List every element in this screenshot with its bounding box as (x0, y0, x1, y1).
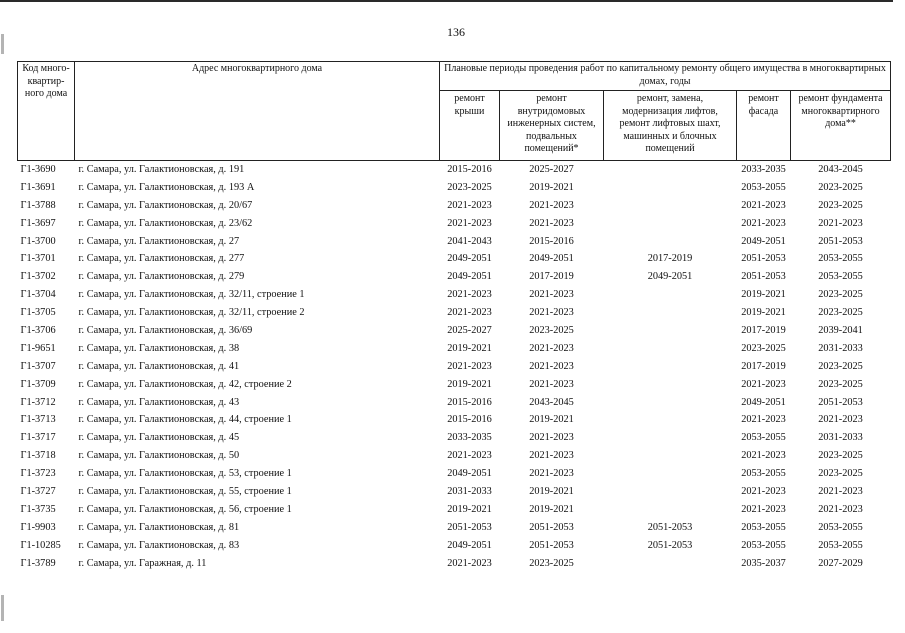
cell-house-code: Г1-9903 (20, 521, 56, 533)
cell-facade-period: 2053-2055 (741, 181, 786, 193)
table-row (18, 536, 891, 554)
cell-engineering-period: 2021-2023 (529, 199, 574, 211)
cell-facade-period: 2035-2037 (741, 557, 786, 569)
repair-schedule-table (17, 61, 891, 572)
cell-engineering-period: 2051-2053 (529, 521, 574, 533)
cell-house-code: Г1-3691 (20, 181, 56, 193)
cell-engineering-period: 2019-2021 (529, 414, 574, 426)
cell-roof-period: 2051-2053 (447, 521, 492, 533)
cell-engineering-period: 2023-2025 (529, 557, 574, 569)
cell-house-code: Г1-10285 (20, 539, 61, 551)
cell-elevator-period (604, 411, 737, 429)
cell-address: г. Самара, ул. Галактионовская, д. 36/69 (78, 324, 253, 336)
cell-house-code: Г1-3707 (20, 360, 56, 372)
cell-address: г. Самара, ул. Галактионовская, д. 27 (78, 235, 240, 247)
table-row (18, 447, 891, 465)
cell-elevator-period (604, 429, 737, 447)
cell-foundation-period: 2031-2033 (818, 432, 863, 444)
cell-facade-period: 2019-2021 (741, 289, 786, 301)
cell-foundation-period: 2023-2025 (818, 181, 863, 193)
cell-engineering-period: 2017-2019 (529, 271, 574, 283)
cell-engineering-period: 2023-2025 (529, 324, 574, 336)
cell-house-code: Г1-3788 (20, 199, 56, 211)
cell-engineering-period: 2051-2053 (529, 539, 574, 551)
cell-engineering-period: 2021-2023 (529, 217, 574, 229)
cell-engineering-period: 2021-2023 (529, 378, 574, 390)
cell-engineering-period: 2021-2023 (529, 360, 574, 372)
cell-house-code: Г1-3702 (20, 271, 56, 283)
table-row (18, 214, 891, 232)
cell-house-code: Г1-3690 (20, 164, 56, 176)
cell-house-code: Г1-3712 (20, 396, 56, 408)
cell-foundation-period: 2053-2055 (818, 253, 863, 265)
cell-address: г. Самара, ул. Галактионовская, д. 43 (78, 396, 240, 408)
cell-roof-period: 2021-2023 (447, 289, 492, 301)
cell-elevator-period: 2051-2053 (647, 521, 693, 533)
cell-facade-period: 2019-2021 (741, 307, 786, 319)
cell-foundation-period: 2023-2025 (818, 468, 863, 480)
cell-engineering-period: 2021-2023 (529, 289, 574, 301)
table-row (18, 500, 891, 518)
table-row (18, 286, 891, 304)
cell-roof-period: 2049-2051 (447, 253, 492, 265)
top-border-line (0, 0, 893, 2)
cell-house-code: Г1-3727 (20, 485, 56, 497)
cell-house-code: Г1-3701 (20, 253, 56, 265)
header-planned-periods: Плановые периоды проведения работ по капитальному ремонту общего имущества в многоквартирных домах, годы (440, 62, 891, 91)
cell-engineering-period: 2021-2023 (529, 307, 574, 319)
cell-foundation-period: 2027-2029 (818, 557, 863, 569)
table-row (18, 178, 891, 196)
cell-address: г. Самара, ул. Галактионовская, д. 44, строение 1 (78, 414, 292, 426)
cell-address: г. Самара, ул. Галактионовская, д. 83 (78, 539, 240, 551)
cell-foundation-period: 2053-2055 (818, 539, 863, 551)
cell-roof-period: 2021-2023 (447, 450, 492, 462)
cell-house-code: Г1-3704 (20, 289, 56, 301)
table-header (18, 62, 891, 161)
cell-elevator-period (604, 554, 737, 572)
cell-address: г. Самара, ул. Галактионовская, д. 32/11, строение 1 (78, 289, 305, 301)
cell-address: г. Самара, ул. Галактионовская, д. 45 (78, 432, 240, 444)
cell-foundation-period: 2031-2033 (818, 342, 863, 354)
cell-facade-period: 2051-2053 (741, 271, 786, 283)
cell-house-code: Г1-3706 (20, 324, 56, 336)
table-row (18, 411, 891, 429)
cell-roof-period: 2021-2023 (447, 557, 492, 569)
cell-facade-period: 2017-2019 (741, 324, 786, 336)
cell-facade-period: 2021-2023 (741, 503, 786, 515)
cell-roof-period: 2023-2025 (447, 181, 492, 193)
cell-foundation-period: 2023-2025 (818, 450, 863, 462)
cell-elevator-period (604, 178, 737, 196)
cell-roof-period: 2015-2016 (447, 164, 492, 176)
cell-roof-period: 2049-2051 (447, 271, 492, 283)
cell-facade-period: 2053-2055 (741, 468, 786, 480)
cell-facade-period: 2033-2035 (741, 164, 786, 176)
cell-engineering-period: 2019-2021 (529, 181, 574, 193)
cell-house-code: Г1-3709 (20, 378, 56, 390)
cell-roof-period: 2019-2021 (447, 503, 492, 515)
table-row (18, 304, 891, 322)
cell-roof-period: 2021-2023 (447, 360, 492, 372)
cell-engineering-period: 2043-2045 (529, 396, 574, 408)
table-row (18, 322, 891, 340)
cell-elevator-period (604, 393, 737, 411)
cell-engineering-period: 2021-2023 (529, 342, 574, 354)
cell-elevator-period (604, 232, 737, 250)
cell-foundation-period: 2023-2025 (818, 289, 863, 301)
cell-elevator-period (604, 322, 737, 340)
cell-engineering-period: 2021-2023 (529, 468, 574, 480)
cell-house-code: Г1-3713 (20, 414, 56, 426)
cell-facade-period: 2021-2023 (741, 485, 786, 497)
cell-facade-period: 2053-2055 (741, 539, 786, 551)
cell-address: г. Самара, ул. Гаражная, д. 11 (78, 557, 207, 569)
table-row (18, 232, 891, 250)
cell-elevator-period (604, 375, 737, 393)
cell-address: г. Самара, ул. Галактионовская, д. 191 (78, 164, 245, 176)
cell-address: г. Самара, ул. Галактионовская, д. 32/11, строение 2 (78, 307, 305, 319)
header-elevator-repair: ремонт, замена, модернизация лифтов, ремонт лифтовых шахт, машинных и блочных помещений (604, 91, 737, 161)
page-number: 136 (447, 25, 465, 39)
cell-foundation-period: 2043-2045 (818, 164, 863, 176)
cell-foundation-period: 2023-2025 (818, 378, 863, 390)
cell-elevator-period (604, 214, 737, 232)
cell-house-code: Г1-9651 (20, 342, 56, 354)
cell-roof-period: 2021-2023 (447, 199, 492, 211)
cell-roof-period: 2025-2027 (447, 324, 492, 336)
cell-foundation-period: 2053-2055 (818, 271, 863, 283)
cell-facade-period: 2021-2023 (741, 414, 786, 426)
cell-address: г. Самара, ул. Галактионовская, д. 41 (78, 360, 240, 372)
cell-foundation-period: 2051-2053 (818, 235, 863, 247)
cell-address: г. Самара, ул. Галактионовская, д. 279 (78, 271, 245, 283)
cell-foundation-period: 2023-2025 (818, 199, 863, 211)
cell-facade-period: 2021-2023 (741, 378, 786, 390)
cell-roof-period: 2049-2051 (447, 539, 492, 551)
cell-address: г. Самара, ул. Галактионовская, д. 50 (78, 450, 240, 462)
table-row (18, 161, 891, 179)
cell-elevator-period: 2049-2051 (647, 271, 693, 283)
table-row (18, 268, 891, 286)
cell-house-code: Г1-3705 (20, 307, 56, 319)
cell-address: г. Самара, ул. Галактионовская, д. 56, строение 1 (78, 503, 292, 515)
cell-address: г. Самара, ул. Галактионовская, д. 38 (78, 342, 240, 354)
cell-house-code: Г1-3700 (20, 235, 56, 247)
cell-facade-period: 2049-2051 (741, 396, 786, 408)
table-row (18, 196, 891, 214)
table-row (18, 357, 891, 375)
cell-address: г. Самара, ул. Галактионовская, д. 193 А (78, 181, 255, 193)
cell-roof-period: 2019-2021 (447, 342, 492, 354)
cell-address: г. Самара, ул. Галактионовская, д. 55, строение 1 (78, 485, 292, 497)
cell-engineering-period: 2049-2051 (529, 253, 574, 265)
scan-edge-mark (1, 595, 4, 621)
cell-address: г. Самара, ул. Галактионовская, д. 81 (78, 521, 240, 533)
cell-facade-period: 2021-2023 (741, 217, 786, 229)
cell-roof-period: 2049-2051 (447, 468, 492, 480)
cell-facade-period: 2023-2025 (741, 342, 786, 354)
cell-foundation-period: 2053-2055 (818, 521, 863, 533)
cell-facade-period: 2053-2055 (741, 521, 786, 533)
header-engineering-repair: ремонт внутридомовых инженерных систем, подвальных помещений* (500, 91, 604, 161)
cell-engineering-period: 2025-2027 (529, 164, 574, 176)
cell-roof-period: 2021-2023 (447, 217, 492, 229)
cell-roof-period: 2015-2016 (447, 414, 492, 426)
cell-foundation-period: 2051-2053 (818, 396, 863, 408)
cell-address: г. Самара, ул. Галактионовская, д. 53, строение 1 (78, 468, 292, 480)
table-body (18, 161, 891, 572)
cell-foundation-period: 2023-2025 (818, 360, 863, 372)
cell-foundation-period: 2021-2023 (818, 217, 863, 229)
cell-elevator-period (604, 447, 737, 465)
cell-elevator-period: 2017-2019 (647, 253, 693, 265)
cell-roof-period: 2031-2033 (447, 485, 492, 497)
cell-roof-period: 2033-2035 (447, 432, 492, 444)
table-row (18, 339, 891, 357)
cell-elevator-period (604, 339, 737, 357)
table-row (18, 375, 891, 393)
cell-house-code: Г1-3697 (20, 217, 56, 229)
cell-facade-period: 2021-2023 (741, 199, 786, 211)
cell-address: г. Самара, ул. Галактионовская, д. 42, строение 2 (78, 378, 292, 390)
cell-elevator-period (604, 196, 737, 214)
cell-address: г. Самара, ул. Галактионовская, д. 277 (78, 253, 245, 265)
cell-roof-period: 2015-2016 (447, 396, 492, 408)
cell-roof-period: 2021-2023 (447, 307, 492, 319)
cell-elevator-period (604, 465, 737, 483)
scan-edge-mark (1, 34, 4, 54)
cell-engineering-period: 2021-2023 (529, 450, 574, 462)
cell-house-code: Г1-3717 (20, 432, 56, 444)
cell-address: г. Самара, ул. Галактионовская, д. 23/62 (78, 217, 253, 229)
table-row (18, 250, 891, 268)
table-row (18, 465, 891, 483)
cell-foundation-period: 2039-2041 (818, 324, 863, 336)
cell-foundation-period: 2021-2023 (818, 414, 863, 426)
cell-facade-period: 2049-2051 (741, 235, 786, 247)
cell-house-code: Г1-3718 (20, 450, 56, 462)
cell-engineering-period: 2019-2021 (529, 503, 574, 515)
cell-elevator-period: 2051-2053 (647, 539, 693, 551)
cell-elevator-period (604, 304, 737, 322)
cell-house-code: Г1-3723 (20, 468, 56, 480)
cell-foundation-period: 2021-2023 (818, 503, 863, 515)
cell-roof-period: 2019-2021 (447, 378, 492, 390)
table-row (18, 554, 891, 572)
cell-address: г. Самара, ул. Галактионовская, д. 20/67 (78, 199, 253, 211)
cell-elevator-period (604, 483, 737, 501)
cell-foundation-period: 2021-2023 (818, 485, 863, 497)
cell-engineering-period: 2021-2023 (529, 432, 574, 444)
table-row (18, 518, 891, 536)
header-address: Адрес многоквартирного дома (75, 62, 440, 161)
header-roof-repair: ремонт крыши (440, 91, 500, 161)
cell-facade-period: 2017-2019 (741, 360, 786, 372)
cell-engineering-period: 2019-2021 (529, 485, 574, 497)
cell-house-code: Г1-3735 (20, 503, 56, 515)
cell-house-code: Г1-3789 (20, 557, 56, 569)
cell-facade-period: 2053-2055 (741, 432, 786, 444)
table-row (18, 393, 891, 411)
cell-foundation-period: 2023-2025 (818, 307, 863, 319)
cell-elevator-period (604, 286, 737, 304)
cell-engineering-period: 2015-2016 (529, 235, 574, 247)
header-facade-repair: ремонт фасада (737, 91, 791, 161)
header-code: Код много-квартир-ного дома (18, 62, 75, 161)
cell-elevator-period (604, 500, 737, 518)
cell-facade-period: 2051-2053 (741, 253, 786, 265)
header-foundation-repair: ремонт фундамента многоквартирного дома** (791, 91, 891, 161)
table-row (18, 483, 891, 501)
cell-roof-period: 2041-2043 (447, 235, 492, 247)
table-row (18, 429, 891, 447)
cell-facade-period: 2021-2023 (741, 450, 786, 462)
cell-elevator-period (604, 357, 737, 375)
cell-elevator-period (604, 161, 737, 179)
